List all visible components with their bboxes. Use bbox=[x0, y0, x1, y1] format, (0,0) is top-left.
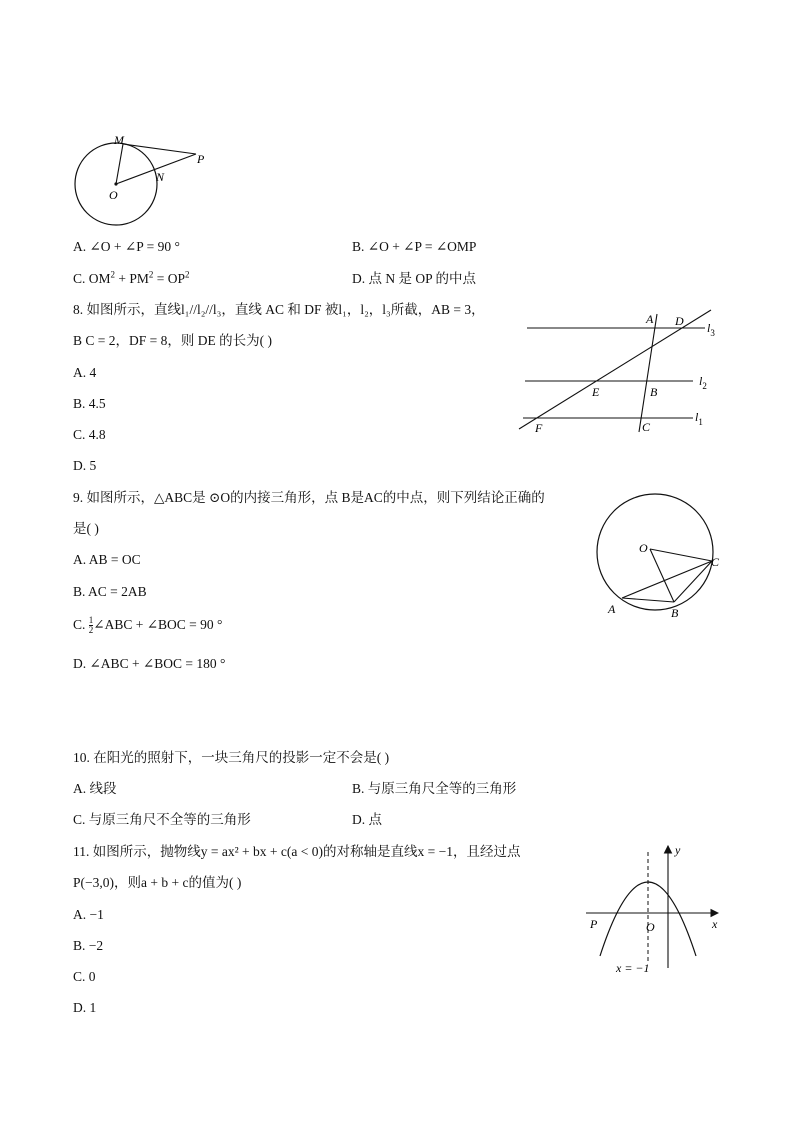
q8-label-l1-sub: 1 bbox=[698, 417, 703, 427]
q7-label-o: O bbox=[109, 188, 118, 202]
q8-option-d[interactable]: D. 5 bbox=[73, 458, 97, 473]
q7-line-mp bbox=[123, 144, 196, 154]
q11-option-b[interactable]: B. −2 bbox=[73, 938, 104, 953]
q7-option-c[interactable] bbox=[73, 270, 190, 288]
q9-option-c-frac-den: 2 bbox=[88, 625, 94, 636]
q9-circle bbox=[597, 494, 713, 610]
q8-label-e: E bbox=[592, 385, 600, 399]
q9-line-ac bbox=[622, 561, 712, 598]
q9-line-oc bbox=[650, 549, 712, 561]
q9-line-ob bbox=[650, 549, 674, 602]
q8-label-a: A bbox=[646, 312, 654, 326]
q10-option-c[interactable]: C. 与原三角尺不全等的三角形 bbox=[73, 812, 251, 827]
q8-label-b: B bbox=[650, 385, 658, 399]
q11-label-p: P bbox=[590, 917, 598, 931]
q11-label-o: O bbox=[646, 920, 655, 934]
q9-label-b: B bbox=[671, 606, 679, 620]
q9-stem-line2: 是( ) bbox=[73, 521, 99, 536]
q7-option-c-sup2: 2 bbox=[148, 269, 154, 280]
q9-stem-line1: 9. 如图所示，△ABC是 ⊙O的内接三角形，点 B是AC的中点，则下列结论正确的 bbox=[73, 490, 545, 505]
q10-option-b[interactable]: B. 与原三角尺全等的三角形 bbox=[352, 781, 517, 796]
q8-label-l1-main: l bbox=[695, 410, 699, 424]
q8-stem-line2: B C = 2，DF = 8，则 DE 的长为( ) bbox=[73, 333, 272, 348]
q7-option-c-mid2: = OP bbox=[153, 271, 186, 286]
q11-option-d[interactable]: D. 1 bbox=[73, 1000, 97, 1015]
q9-line-ab bbox=[622, 598, 674, 602]
q9-figure bbox=[592, 492, 732, 627]
q7-option-b[interactable]: B. ∠O + ∠P = ∠OMP bbox=[352, 239, 477, 254]
q8-option-b[interactable]: B. 4.5 bbox=[73, 396, 106, 411]
q7-label-m: M bbox=[114, 133, 124, 147]
q7-option-c-sup3: 2 bbox=[185, 269, 190, 280]
q10-option-a[interactable]: A. 线段 bbox=[73, 781, 117, 796]
q8-label-l3-sub: 3 bbox=[710, 328, 715, 338]
q8-label-d: D bbox=[675, 314, 684, 328]
q8-label-l3 bbox=[707, 321, 715, 338]
q8-figure bbox=[515, 308, 725, 438]
q7-option-d[interactable]: D. 点 N 是 OP 的中点 bbox=[352, 271, 477, 286]
q8-line-ac bbox=[639, 314, 657, 432]
q7-label-p: P bbox=[197, 152, 205, 166]
q9-option-c-prefix: C. bbox=[73, 617, 89, 632]
q11-label-axis: x = −1 bbox=[616, 961, 650, 975]
q8-label-f: F bbox=[535, 421, 543, 435]
q9-option-b[interactable]: B. AC = 2AB bbox=[73, 584, 147, 599]
q10-stem: 10. 在阳光的照射下，一块三角尺的投影一定不会是( ) bbox=[73, 750, 390, 765]
q8-label-l1 bbox=[695, 410, 703, 427]
q11-label-x: x bbox=[712, 917, 718, 931]
q7-option-c-sup1: 2 bbox=[110, 269, 116, 280]
q7-option-c-prefix: C. OM bbox=[73, 271, 111, 286]
q10-option-d[interactable]: D. 点 bbox=[352, 812, 382, 827]
q8-label-c: C bbox=[642, 420, 651, 434]
q11-option-a[interactable]: A. −1 bbox=[73, 907, 104, 922]
q7-point-o bbox=[114, 182, 117, 185]
q7-option-c-mid1: + PM bbox=[115, 271, 149, 286]
q9-label-o: O bbox=[639, 541, 648, 555]
q9-option-c-frac-num: 1 bbox=[88, 615, 94, 626]
q8-option-a[interactable]: A. 4 bbox=[73, 365, 97, 380]
q8-label-l2-sub: 2 bbox=[702, 381, 707, 391]
q9-option-a[interactable]: A. AB = OC bbox=[73, 552, 141, 567]
q8-label-l2 bbox=[699, 374, 707, 391]
q8-label-l3-main: l bbox=[707, 321, 711, 335]
q9-option-c-rest: ∠ABC + ∠BOC = 90 ° bbox=[93, 617, 223, 632]
q7-line-om bbox=[116, 144, 123, 184]
q9-option-d[interactable]: D. ∠ABC + ∠BOC = 180 ° bbox=[73, 656, 226, 671]
q11-stem-line1: 11. 如图所示，抛物线y = ax² + bx + c(a < 0)的对称轴是直线x = −1，且经过点 bbox=[73, 844, 521, 859]
q8-option-c[interactable]: C. 4.8 bbox=[73, 427, 106, 442]
q8-stem-line1: 8. 如图所示，直线l₁//l₂//l₃，直线 AC 和 DF 被l₁，l₂，l₃所截，AB = 3， bbox=[73, 302, 485, 317]
q7-figure bbox=[66, 130, 226, 230]
q11-label-y: y bbox=[675, 843, 681, 857]
q8-label-l2-main: l bbox=[699, 374, 703, 388]
q7-label-n: N bbox=[156, 170, 165, 184]
q9-label-a: A bbox=[608, 602, 616, 616]
q9-option-c[interactable] bbox=[73, 616, 222, 635]
q11-stem-line2: P(−3,0)，则a + b + c的值为( ) bbox=[73, 875, 242, 890]
q7-option-a[interactable]: A. ∠O + ∠P = 90 ° bbox=[73, 239, 180, 254]
q11-option-c[interactable]: C. 0 bbox=[73, 969, 96, 984]
q9-label-c: C bbox=[711, 555, 720, 569]
q11-figure bbox=[582, 838, 732, 978]
